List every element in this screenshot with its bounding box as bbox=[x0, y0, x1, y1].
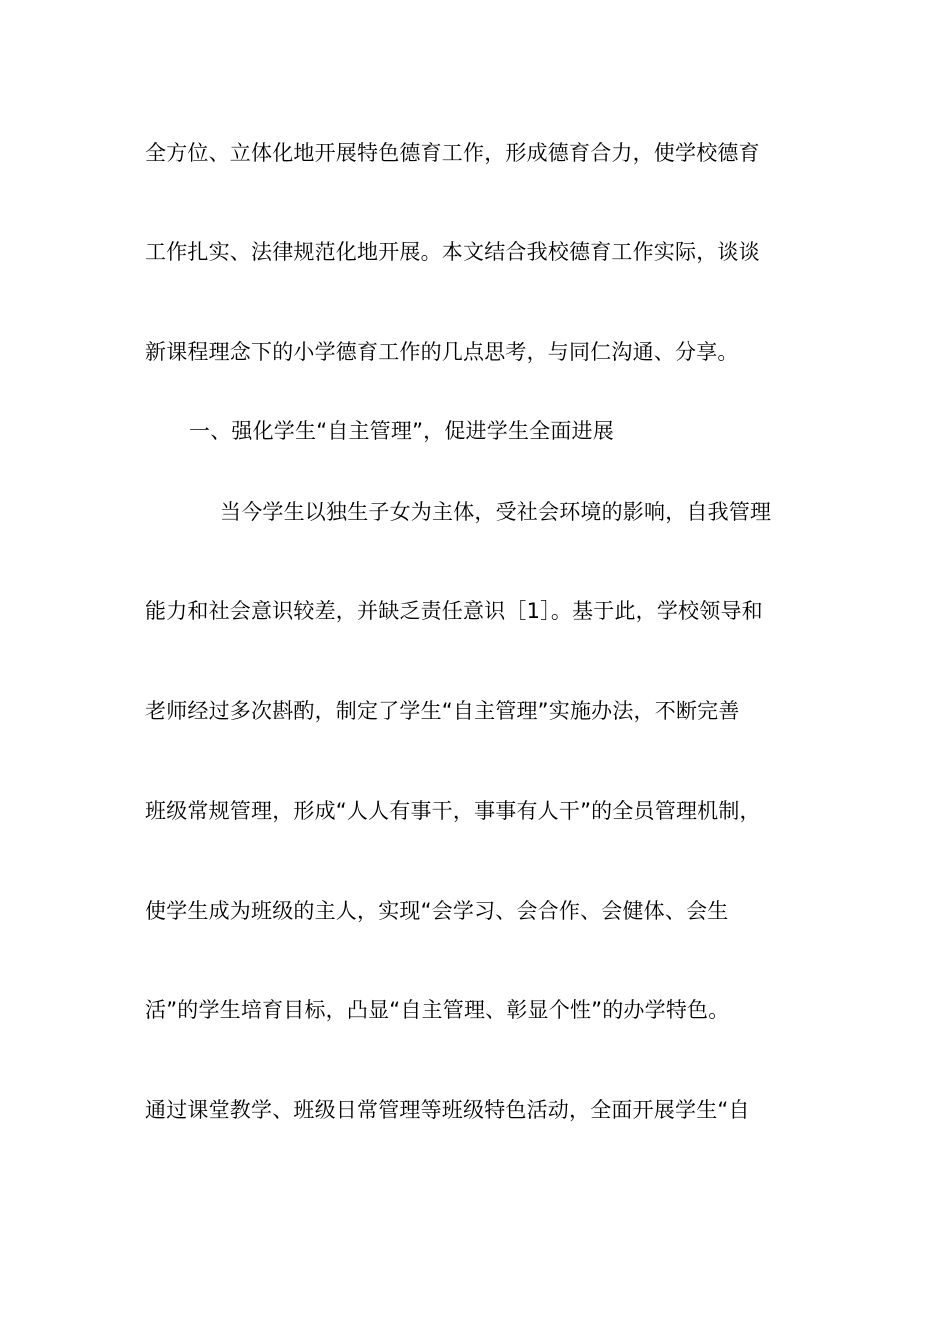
body-text-line: 使学生成为班级的主人，实现“会学习、会合作、会健体、会生 bbox=[145, 899, 729, 923]
body-text-line: 新课程理念下的小学德育工作的几点思考，与同仁沟通、分享。 bbox=[145, 340, 739, 364]
body-text-line: 老师经过多次斟酌，制定了学生“自主管理”实施办法，不断完善 bbox=[145, 699, 740, 723]
section-heading: 一、强化学生“自主管理”，促进学生全面进展 bbox=[189, 419, 614, 443]
body-text-line: 通过课堂教学、班级日常管理等班级特色活动，全面开展学生“自 bbox=[145, 1098, 750, 1122]
body-text-line: 当今学生以独生子女为主体，受社会环境的影响，自我管理 bbox=[220, 500, 772, 524]
body-text-line: 能力和社会意识较差，并缺乏责任意识［1］。基于此，学校领导和 bbox=[145, 599, 763, 623]
body-text-line: 全方位、立体化地开展特色德育工作，形成德育合力，使学校德育 bbox=[145, 141, 760, 165]
body-text-line: 班级常规管理，形成“人人有事干，事事有人干”的全员管理机制， bbox=[145, 799, 761, 823]
body-text-line: 工作扎实、法律规范化地开展。本文结合我校德育工作实际，谈谈 bbox=[145, 240, 760, 264]
body-text-line: 活”的学生培育目标，凸显“自主管理、彰显个性”的办学特色。 bbox=[145, 998, 730, 1022]
